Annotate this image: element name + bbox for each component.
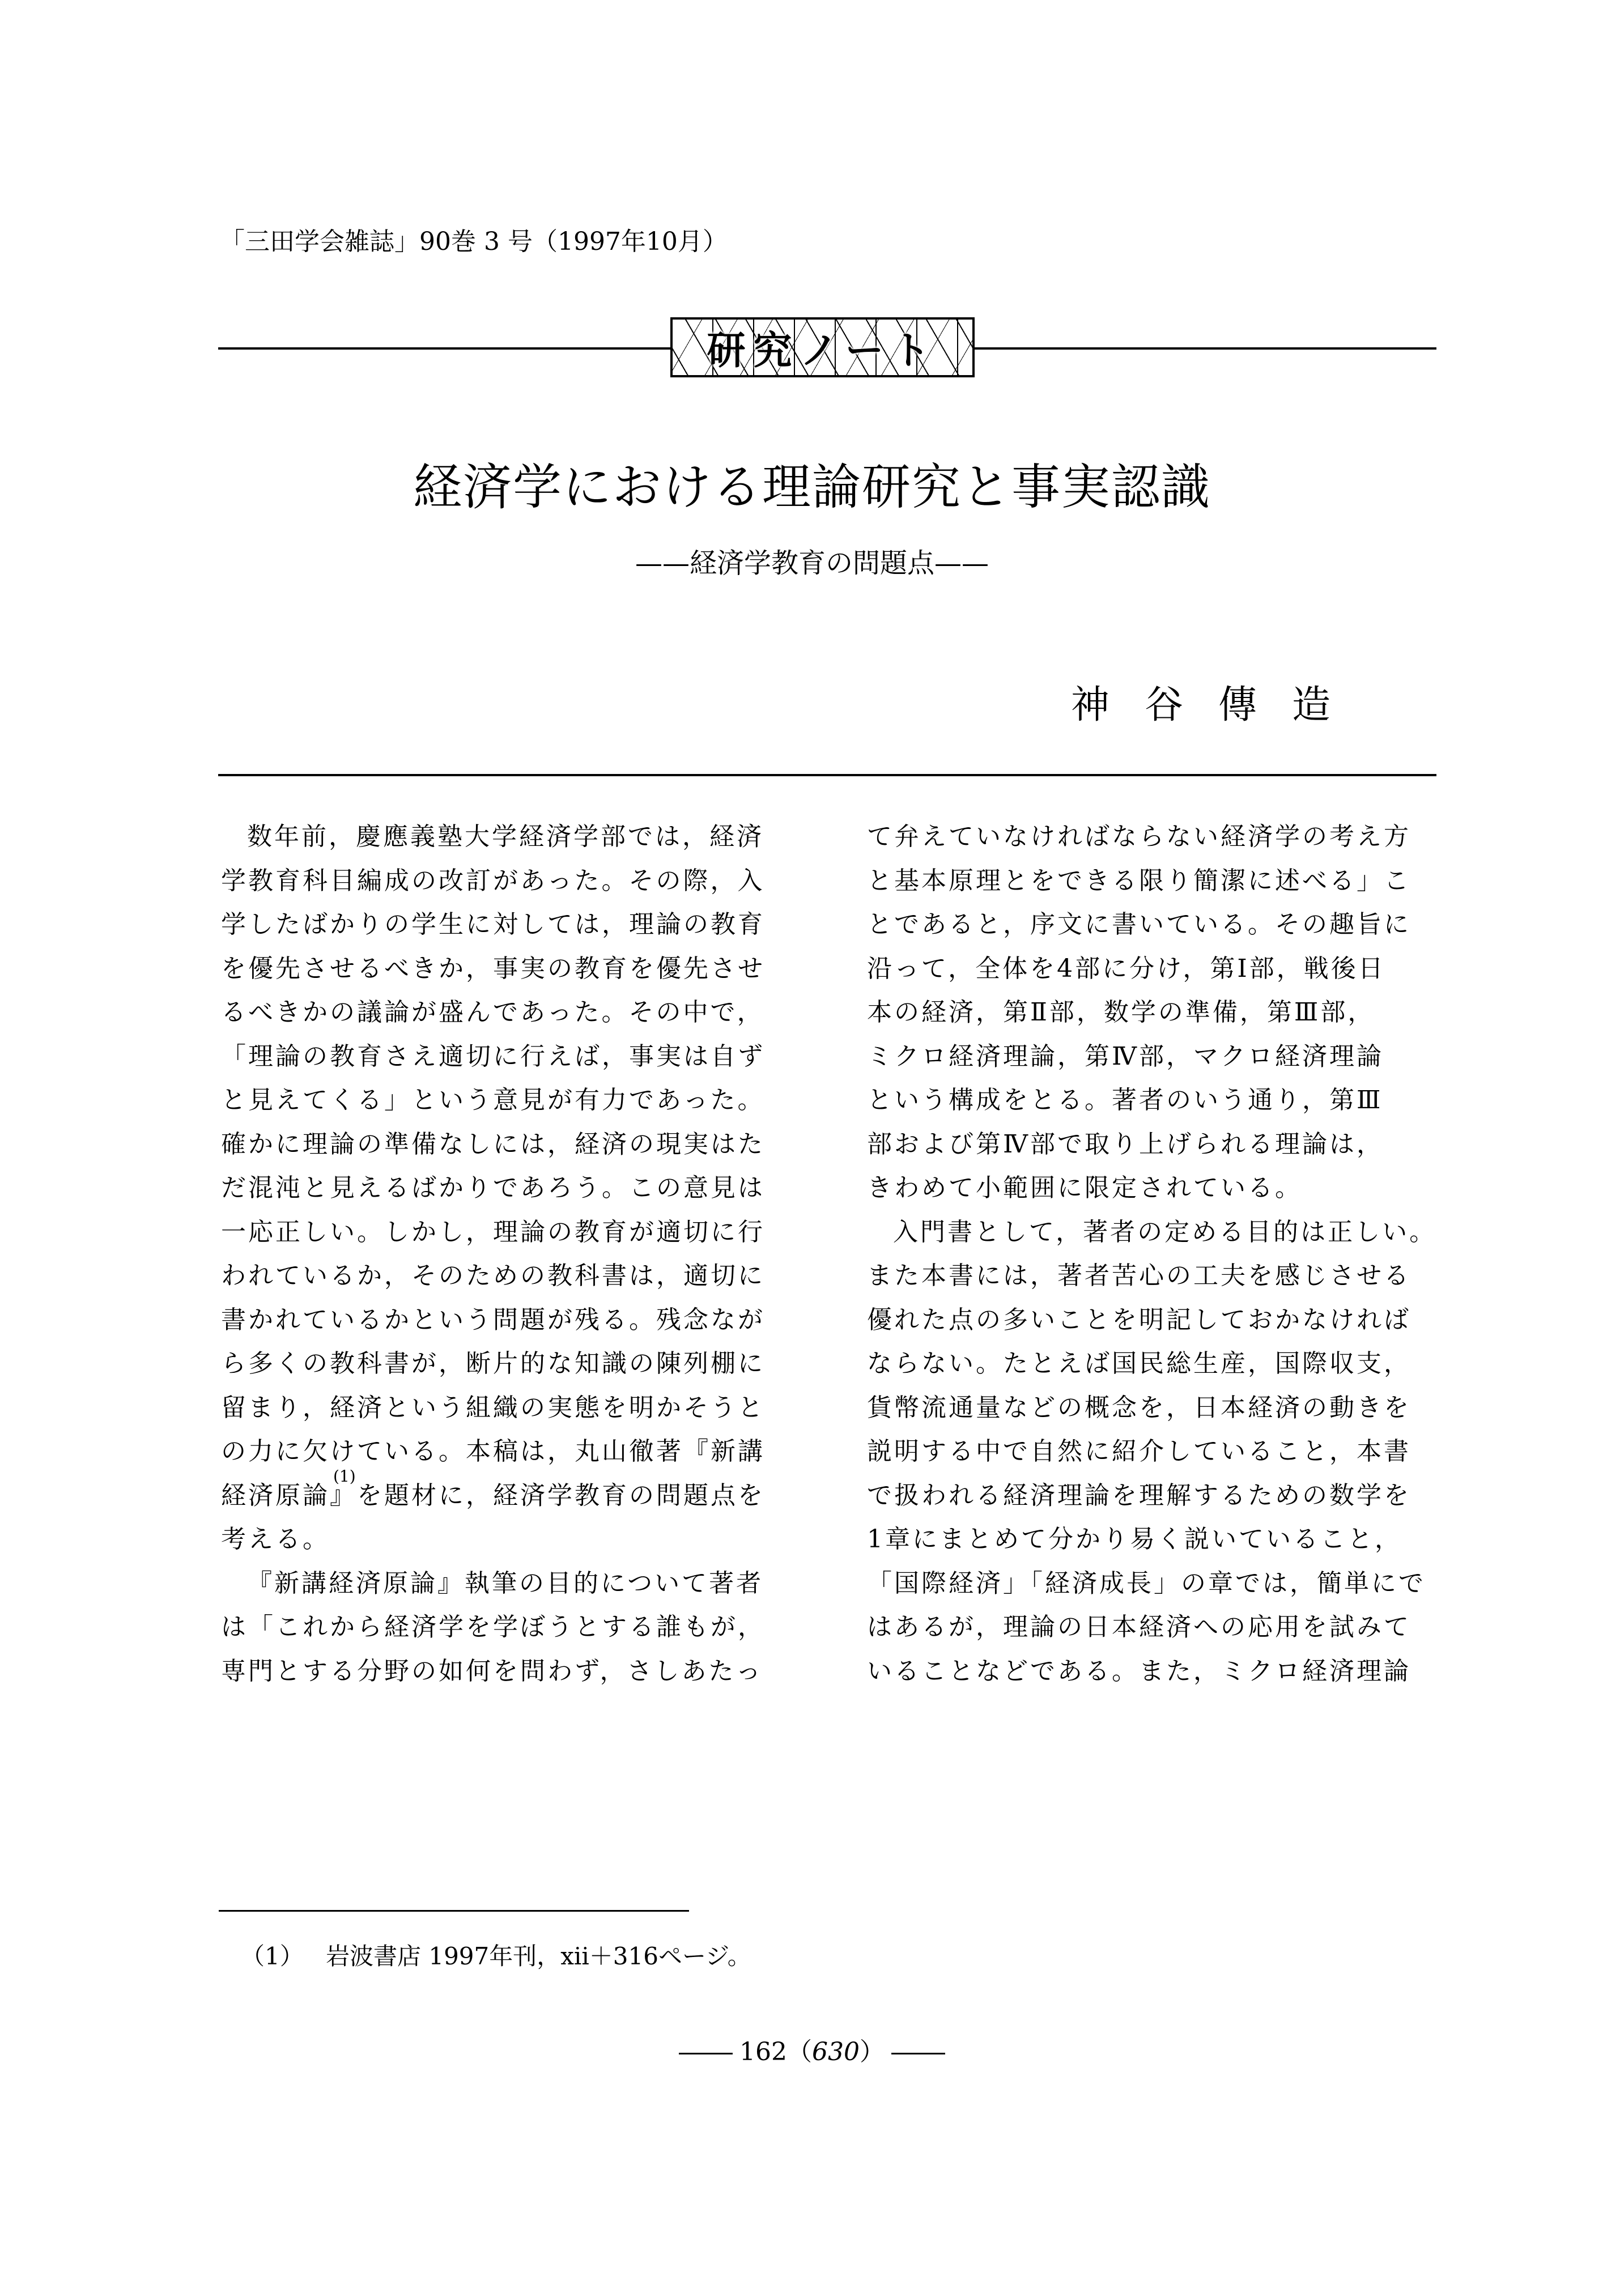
- body-line: われているか，そのための教科書は，適切に: [221, 1261, 765, 1290]
- body-line: ら多くの教科書が，断片的な知識の陳列棚に: [221, 1349, 765, 1378]
- body-line: だ混沌と見えるばかりであろう。この意見は: [221, 1173, 765, 1202]
- body-line: 説明する中で自然に紹介していること，本書: [867, 1437, 1411, 1466]
- body-line: 貨幣流通量などの概念を，日本経済の動きを: [867, 1393, 1411, 1422]
- page-dash-left: [679, 2053, 733, 2054]
- body-line: 部および第Ⅳ部で取り上げられる理論は，: [867, 1129, 1384, 1159]
- body-column-right: [867, 815, 1445, 1693]
- author-name: 神谷傳造: [1071, 683, 1366, 728]
- body-line: と基本原理とをできる限り簡潔に述べる」こ: [867, 866, 1411, 895]
- body-line: きわめて小範囲に限定されている。: [867, 1173, 1302, 1202]
- body-line: は「これから経済学を学ぼうとする誰もが，: [221, 1613, 765, 1641]
- section-rule-left: [218, 347, 671, 350]
- body-line: 沿って，全体を4部に分け，第Ⅰ部，戦後日: [867, 954, 1385, 983]
- research-note-badge: [670, 317, 975, 377]
- body-line: 学教育科目編成の改訂があった。その際，入: [221, 866, 765, 895]
- page-number-value: 162: [739, 2037, 787, 2066]
- article-subtitle: ——経済学教育の問題点——: [635, 547, 989, 579]
- header-divider: [218, 774, 1436, 776]
- body-line: はあるが，理論の日本経済への応用を試みて: [867, 1613, 1411, 1641]
- body-line: とであると，序文に書いている。その趣旨に: [867, 910, 1411, 939]
- body-line-with-footnote: [221, 1466, 782, 1518]
- footnote-number: （1）: [241, 1942, 304, 1970]
- body-line: 学したばかりの学生に対しては，理論の教育: [221, 910, 765, 939]
- section-rule-right: [975, 347, 1436, 350]
- body-line: 「国際経済」「経済成長」の章では，簡単にで: [867, 1568, 1426, 1598]
- body-line: また本書には，著者苦心の工夫を感じさせる: [867, 1261, 1411, 1290]
- footnote: [241, 1938, 751, 1972]
- body-line: 優れた点の多いことを明記しておかなければ: [867, 1305, 1411, 1334]
- body-line: で扱われる経済理論を理解するための数学を: [867, 1481, 1411, 1510]
- body-line: 一応正しい。しかし，理論の教育が適切に行: [221, 1217, 765, 1247]
- body-line: という構成をとる。著者のいう通り，第Ⅲ: [867, 1086, 1383, 1114]
- body-line: て弁えていなければならない経済学の考え方: [867, 822, 1411, 851]
- body-line: ならない。たとえば国民総生産，国際収支，: [867, 1349, 1411, 1378]
- body-line: と見えてくる」という意見が有力であった。: [221, 1086, 765, 1114]
- body-line: るべきかの議論が盛んであった。その中で，: [221, 998, 764, 1027]
- footnote-reference[interactable]: (1): [333, 1466, 356, 1486]
- body-line: を優先させるべきか，事実の教育を優先させ: [221, 954, 765, 983]
- body-line: 本の経済，第Ⅱ部，数学の準備，第Ⅲ部，: [867, 998, 1375, 1027]
- body-column-left: [221, 815, 782, 1693]
- volume-page-number: 630: [812, 2037, 860, 2066]
- body-line-text: 経済原論』を題材に，経済学教育の問題点を: [221, 1481, 765, 1510]
- body-line: 数年前，慶應義塾大学経済学部では，経済: [247, 822, 764, 851]
- body-line: の力に欠けている。本稿は，丸山徹著『新講: [221, 1437, 765, 1466]
- footnote-text: 岩波書店 1997年刊，xii＋316ページ。: [326, 1942, 751, 1970]
- body-line: いることなどである。また，ミクロ経済理論: [867, 1656, 1411, 1686]
- body-line: 考える。: [221, 1525, 330, 1554]
- page-dash-right: [891, 2053, 945, 2054]
- body-line: 専門とする分野の如何を問わず，さしあたっ: [221, 1656, 763, 1686]
- body-line: ミクロ経済理論，第Ⅳ部，マクロ経済理論: [867, 1041, 1384, 1071]
- journal-header: 「三田学会雑誌」90巻 3 号（1997年10月）: [220, 227, 728, 256]
- badge-label: 研究ノート: [707, 328, 938, 373]
- body-line: 確かに理論の準備なしには，経済の現実はた: [221, 1129, 765, 1159]
- page-number: 162（630）: [0, 2031, 1624, 2067]
- footnote-rule: [219, 1910, 689, 1912]
- body-line: 留まり，経済という組織の実態を明かそうと: [221, 1393, 765, 1422]
- body-line: 書かれているかという問題が残る。残念なが: [221, 1305, 765, 1334]
- body-line: 『新講経済原論』執筆の目的について著者: [247, 1568, 764, 1598]
- article-title: 経済学における理論研究と事実認識: [413, 459, 1211, 516]
- body-line: 入門書として，著者の定める目的は正しい。: [893, 1217, 1437, 1247]
- body-line: 「理論の教育さえ適切に行えば，事実は自ず: [221, 1041, 765, 1071]
- body-line: 1章にまとめて分かり易く説いていること，: [867, 1525, 1402, 1554]
